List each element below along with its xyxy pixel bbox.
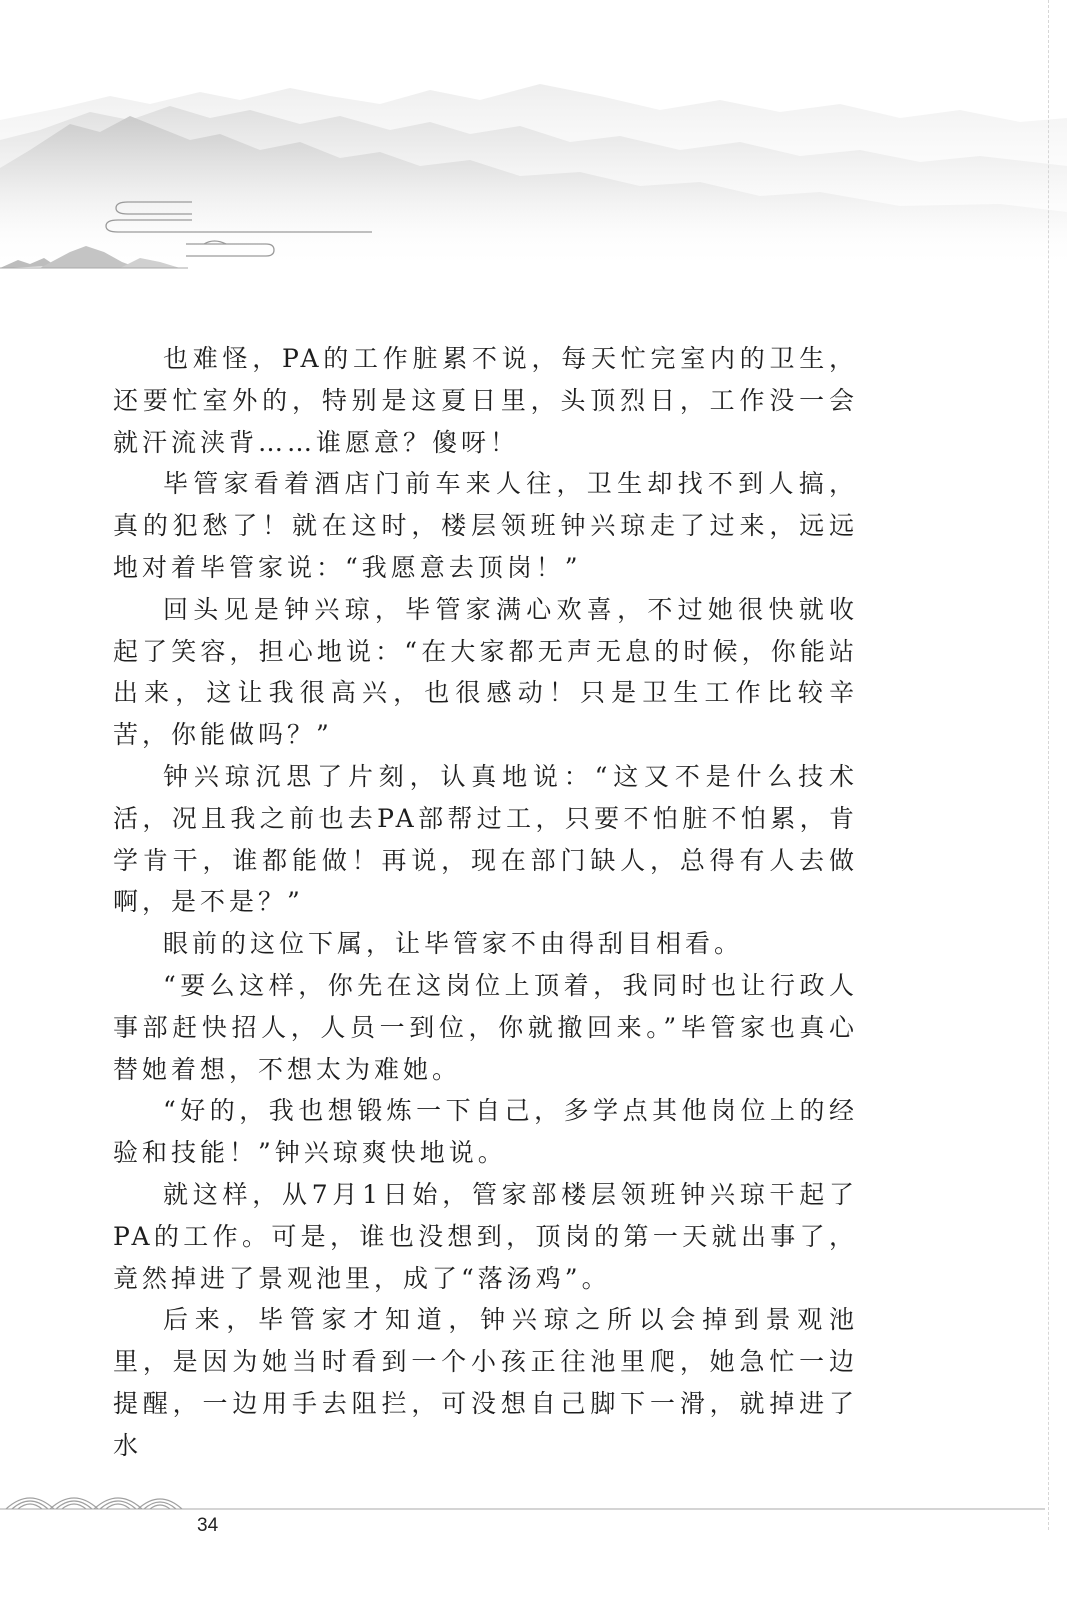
paragraph: 毕管家看着酒店门前车来人往，卫生却找不到人搞，真的犯愁了！就在这时，楼层领班钟兴琼走了过来，远远地对着毕管家说：“我愿意去顶岗！”: [113, 469, 858, 582]
page-number: 34: [197, 1515, 219, 1536]
paragraph: 后来，毕管家才知道，钟兴琼之所以会掉到景观池里，是因为她当时看到一个小孩正往池里爬，她急忙一边提醒，一边用手去阻拦，可没想自己脚下一滑，就掉进了水: [113, 1305, 858, 1460]
paragraph: 回头见是钟兴琼，毕管家满心欢喜，不过她很快就收起了笑容，担心地说：“在大家都无声无息的时候，你能站出来，这让我很高兴，也很感动！只是卫生工作比较辛苦，你能做吗？”: [113, 594, 858, 750]
paragraph: 就这样，从7月1日始，管家部楼层领班钟兴琼干起了PA的工作。可是，谁也没想到，顶岗的第一天就出事了，竟然掉进了景观池里，成了“落汤鸡”。: [113, 1179, 858, 1293]
paragraph: 眼前的这位下属，让毕管家不由得刮目相看。: [163, 929, 744, 959]
wave-arcs: [6, 1498, 182, 1509]
paragraph: 钟兴琼沉思了片刻，认真地说：“这又不是什么技术活，况且我之前也去PA部帮过工，只要不怕脏不怕累，肯学肯干，谁都能做！再说，现在部门缺人，总得有人去做啊，是不是？”: [113, 761, 858, 917]
ink-mountain-header: [0, 0, 1067, 290]
paragraph: “好的，我也想锻炼一下自己，多学点其他岗位上的经验和技能！”钟兴琼爽快地说。: [113, 1096, 858, 1168]
body-text: [113, 338, 858, 1467]
paragraph: “要么这样，你先在这岗位上顶着，我同时也让行政人事部赶快招人，人员一到位，你就撤回来。”毕管家也真心替她着想，不想太为难她。: [113, 970, 858, 1084]
page-edge-line: [1048, 0, 1049, 1530]
wave-footer-ornament: [0, 1485, 1067, 1545]
paragraph: 也难怪，PA的工作脏累不说，每天忙完室内的卫生，还要忙室外的，特别是这夏日里，头顶烈日，工作没一会就汗流浃背……谁愿意？傻呀！: [113, 344, 858, 457]
